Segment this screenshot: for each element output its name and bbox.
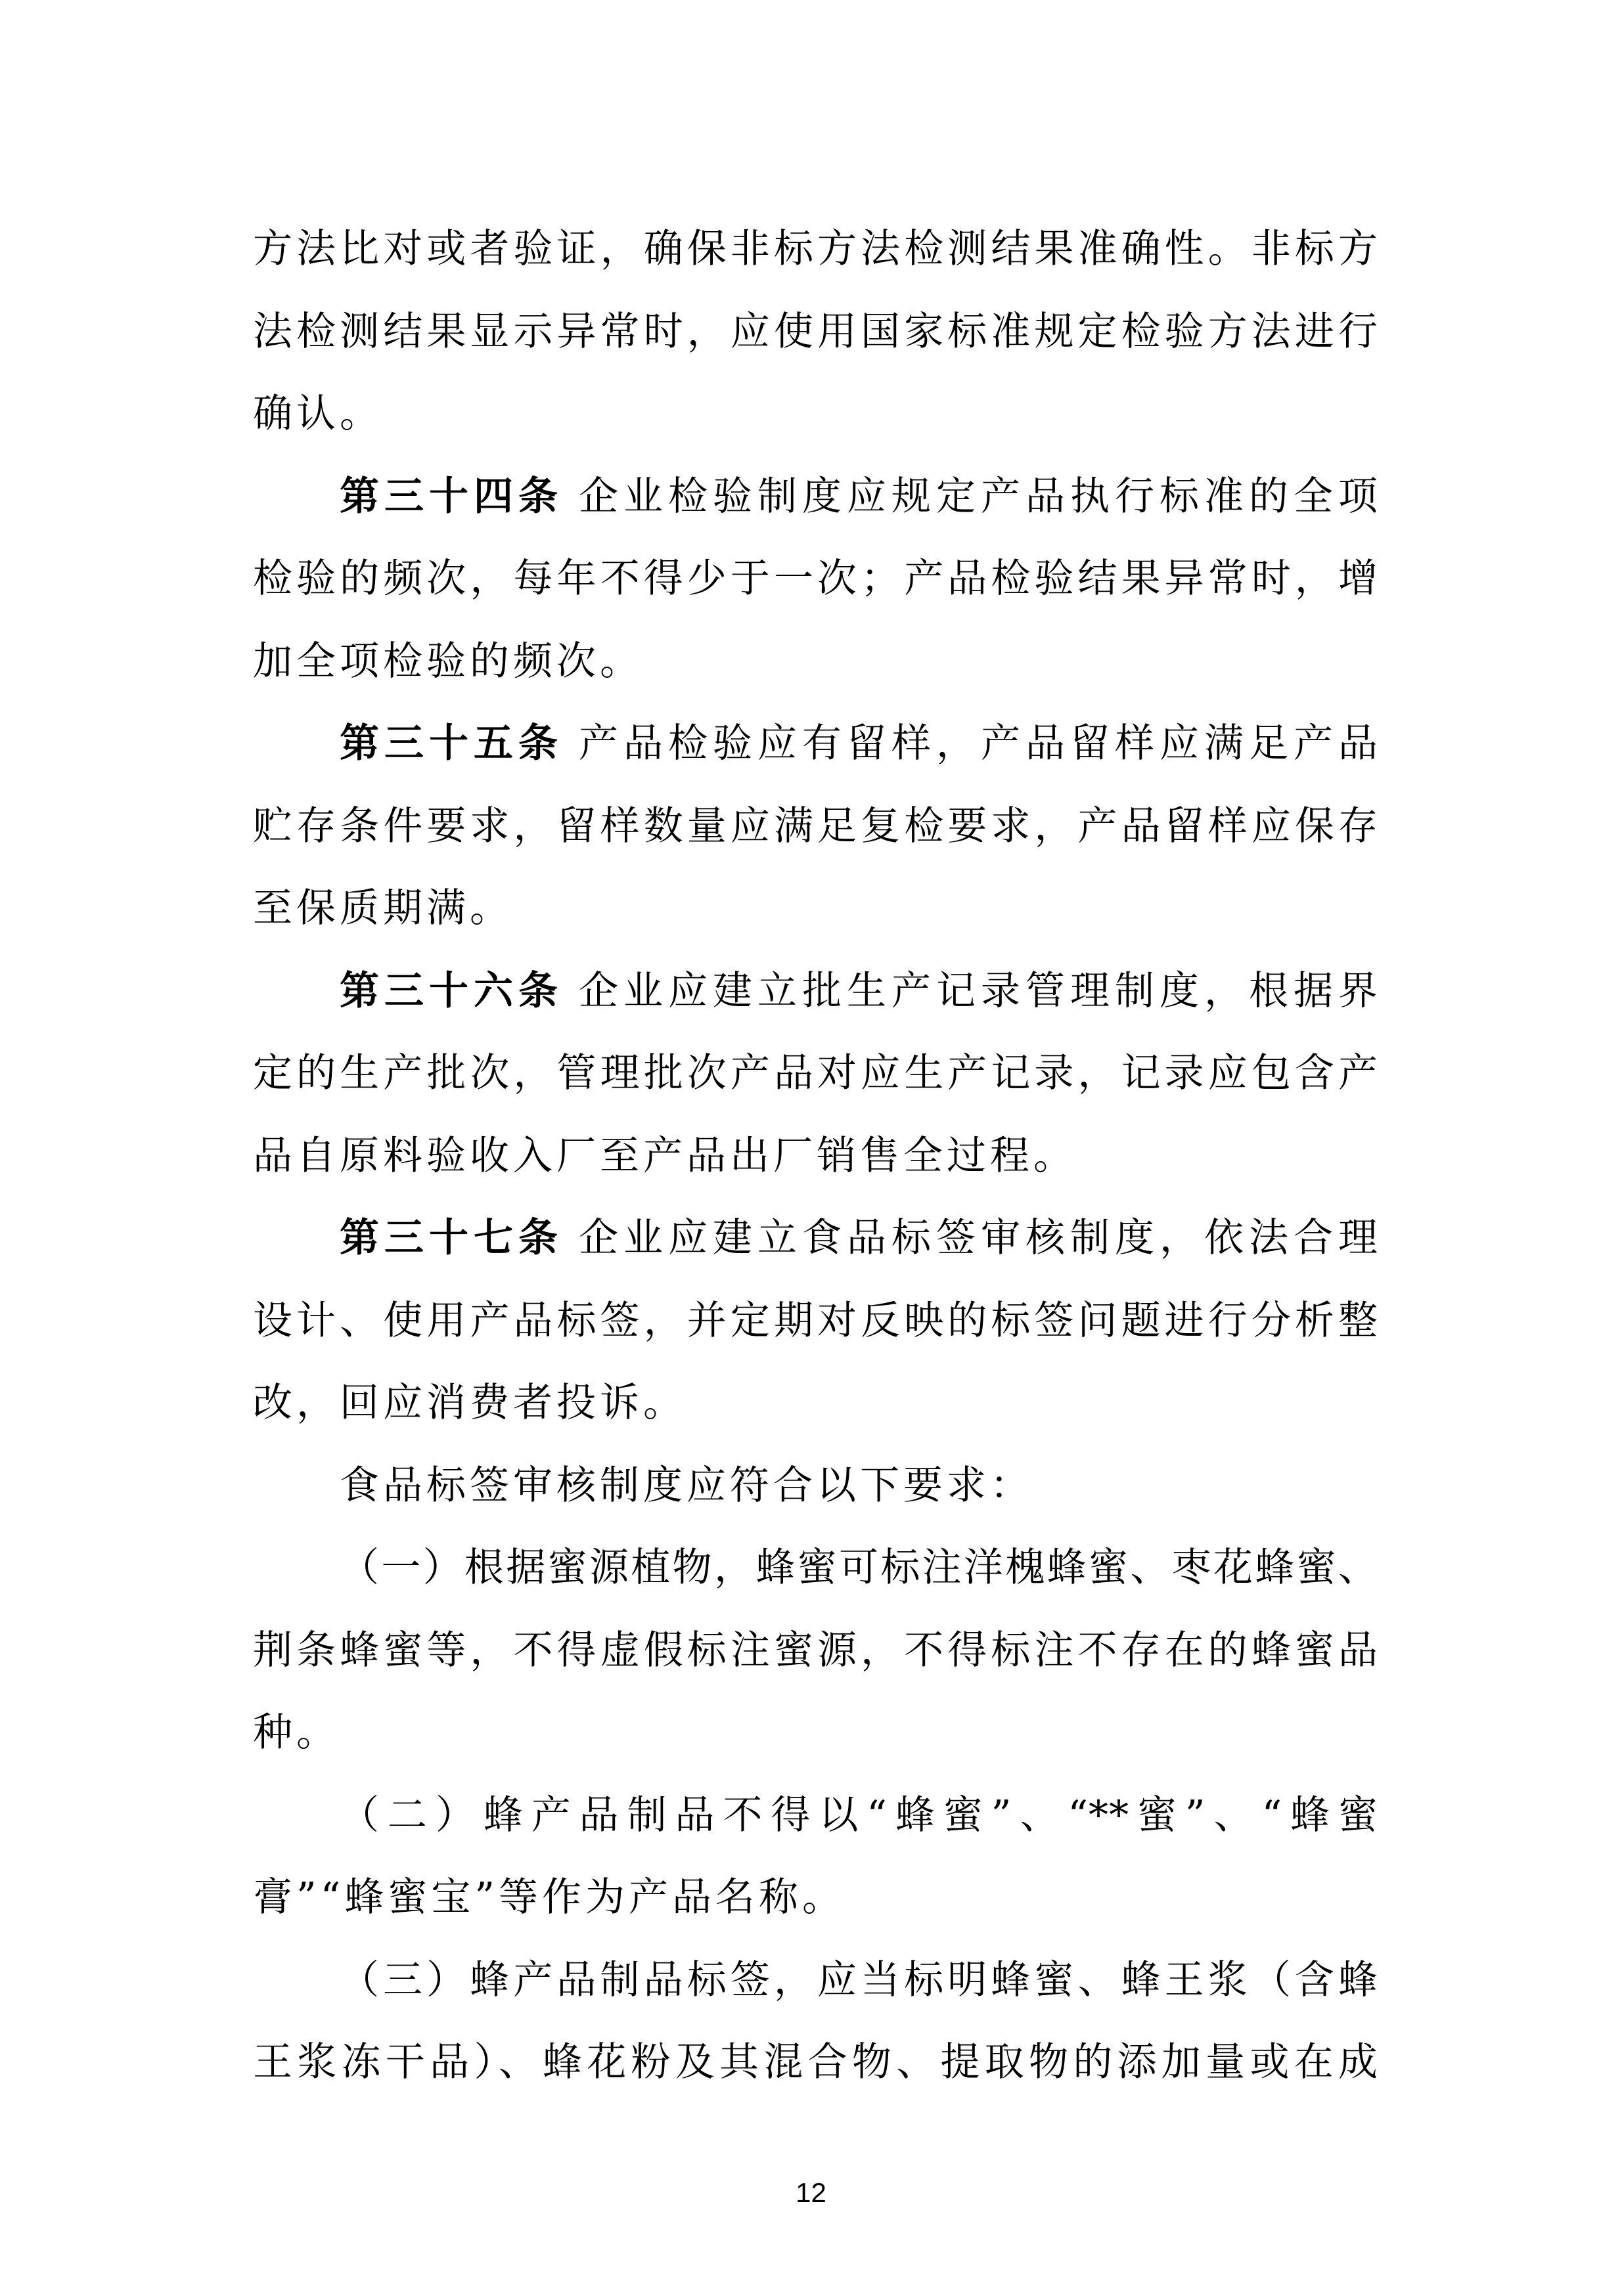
text-line: 种。 [253,1710,340,1755]
text-line: 定的生产批次，管理批次产品对应生产记录，记录应包含产 [253,1050,1378,1096]
text-line: 食品标签审核制度应符合以下要求： [340,1462,1033,1509]
article-heading: 第三十六条 [340,967,563,1014]
list-item [253,1775,1378,1939]
article-heading: 第三十七条 [340,1215,563,1261]
text-line: 法检测结果显示异常时，应使用国家标准规定检验方法进行 [253,308,1378,355]
text-line: （二）蜂产品制品不得以“蜂蜜”、“**蜜”、“蜂蜜 [340,1792,1378,1838]
text-line: 检验的频次，每年不得少于一次；产品检验结果异常时，增 [253,556,1378,602]
text-line: （三）蜂产品制品标签，应当标明蜂蜜、蜂王浆（含蜂 [340,1956,1378,2003]
text-line [253,456,1378,539]
text-line: 设计、使用产品标签，并定期对反映的标签问题进行分析整 [253,1297,1378,1344]
article-paragraph [253,703,1378,950]
text-line: （一）根据蜜源植物，蜂蜜可标注洋槐蜂蜜、枣花蜂蜜、 [340,1545,1378,1591]
list-item [253,1527,1378,1775]
text-line: 确认。 [253,391,383,437]
text-run: 产品检验应有留样，产品留样应满足产品 [579,720,1378,766]
requirements-intro [253,1445,1378,1528]
text-line: 品自原料验收入厂至产品出厂销售全过程。 [253,1132,1077,1179]
text-run: 企业检验制度应规定产品执行标准的全项 [579,473,1378,519]
article-paragraph [253,950,1378,1198]
text-line: 荆条蜂蜜等，不得虚假标注蜜源，不得标注不存在的蜂蜜品 [253,1627,1378,1673]
text-line: 贮存条件要求，留样数量应满足复检要求，产品留样应保存 [253,803,1378,849]
text-run: 企业应建立批生产记录管理制度，根据界 [579,967,1378,1014]
text-run: 企业应建立食品标签审核制度，依法合理 [579,1215,1378,1261]
list-item [253,1939,1378,2104]
text-line: 方法比对或者验证，确保非标方法检测结果准确性。非标方 [253,226,1378,272]
text-line: 膏”“蜂蜜宝”等作为产品名称。 [253,1874,846,1920]
text-line [253,703,1378,785]
text-line: 加全项检验的频次。 [253,638,643,684]
text-line [253,950,1378,1033]
article-paragraph [253,1197,1378,1445]
text-line: 至保质期满。 [253,885,513,931]
text-line: 改，回应消费者投诉。 [253,1380,687,1426]
page-number: 12 [796,2177,826,2208]
article-paragraph [253,456,1378,703]
paragraph-continuation [253,208,1378,456]
text-line: 王浆冻干品）、蜂花粉及其混合物、提取物的添加量或在成 [253,2039,1378,2085]
article-heading: 第三十五条 [340,720,563,766]
article-heading: 第三十四条 [340,473,563,519]
text-line [253,1197,1378,1280]
document-body [253,208,1378,2104]
